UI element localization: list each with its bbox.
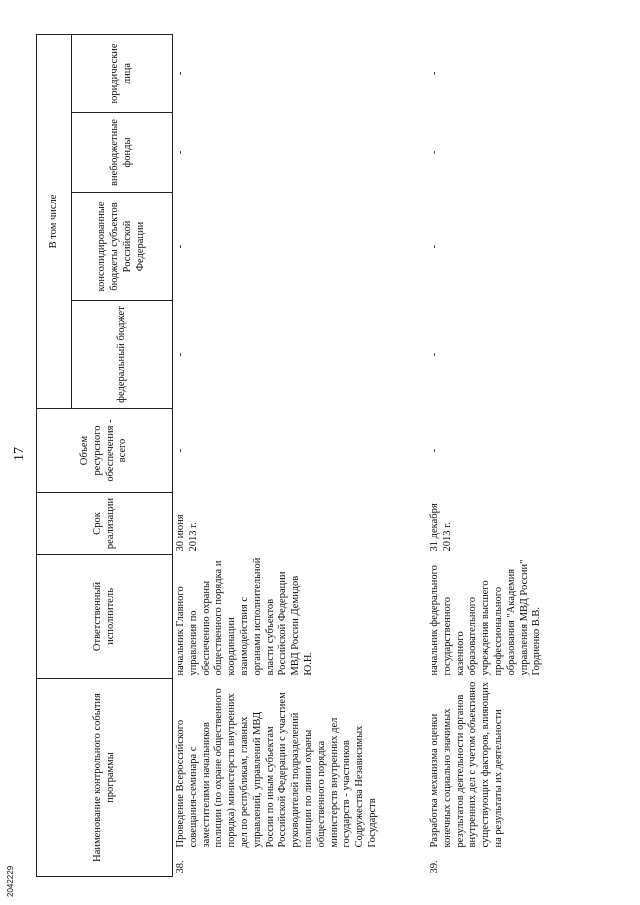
table-row [173,34,428,876]
page-number: 17 [12,447,27,461]
header-offbudget: внебюджетные фонды [72,113,173,193]
legal-value: - [175,71,186,76]
header-deadline: Срок реализации [37,493,173,555]
header-total: Объем ресурсного обеспечения - всего [37,409,173,493]
header-including: В том числе [37,34,72,408]
offbudget-value: - [429,150,440,155]
header-event-name: Наименование контрольного события программы [37,679,173,877]
row-number: 38. [175,860,186,874]
row-number: 39. [429,860,440,874]
regional-value: - [175,244,186,249]
total-value: - [429,448,440,453]
deadline: 31 декабря 2013 г. [429,503,453,552]
event-name: Разработка механизма оценки конечных социально значимых результатов деятельности органов внутренних дел с учетом объективно существующих факторов, влияющих на результаты их деятельности [429,681,504,848]
executor: начальник федерального государственного казенного образовательного учреждения высшего профессионального образования "Академия управления МВД России" Гордиенко В.В. [429,559,543,676]
federal-value: - [175,352,186,357]
header-federal: федеральный бюджет [72,301,173,409]
regional-value: - [429,244,440,249]
executor: начальник Главного управления по обеспечению охраны общественного порядка и координации взаимодействия с органами исполнительной власти субъектов Российской Федерации МВД России Демидов Ю.Н. [175,557,314,676]
event-name: Проведение Всероссийского совещания-семинара с заместителями начальников полиции (по охране общественного порядка) министерств внутренних дел по республикам, главных управлений, управлений МВД России по иным субъектам Российской Федерации с участием руководителей подразделений полиции по линии охраны общественного порядка министерств внутренних дел государств - участников Содружества Независимых Государств [175,688,378,848]
legal-value: - [429,71,440,76]
document-code: 2042229 [6,865,15,897]
offbudget-value: - [175,150,186,155]
total-value: - [175,448,186,453]
header-executor: Ответственный исполнитель [37,555,173,679]
header-legal: юридические лица [72,34,173,112]
federal-value: - [429,352,440,357]
header-regional: консолидированные бюджеты субъектов Российской Федерации [72,193,173,301]
table-row [427,34,611,876]
program-events-table [36,34,611,877]
deadline: 30 июня 2013 г. [175,514,199,552]
